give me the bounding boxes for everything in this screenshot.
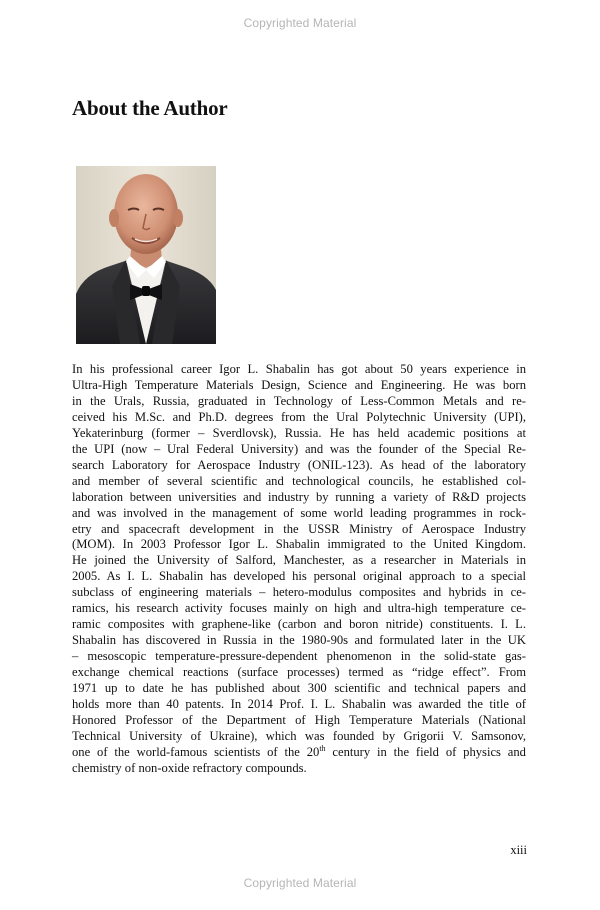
bio-line: exchange chemical reactions (surface processes) termed as “ridge effect”. From (72, 665, 526, 680)
bio-line: etry and spacecraft development in the USSR Ministry of Aerospace Industry (72, 521, 526, 536)
bio-line: Ultra-High Temperature Materials Design, Science and Engineering. He was born (72, 377, 526, 392)
bio-line: 1971 up to date he has published about 300 scientific and technical papers and (72, 681, 526, 696)
page-number: xiii (510, 843, 527, 857)
bio-line: (MOM). In 2003 Professor Igor L. Shabalin immigrated to the United Kingdom. (72, 537, 526, 552)
bio-line: search Laboratory for Aerospace Industry (ONIL-123). As head of the laboratory (72, 457, 526, 472)
page-title: About the Author (72, 96, 228, 120)
copyright-watermark-bottom: Copyrighted Material (243, 876, 357, 890)
bio-line: 2005. As I. L. Shabalin has developed his personal original approach to a special (72, 569, 526, 584)
copyright-watermark-top: Copyrighted Material (243, 16, 357, 30)
bio-line: ramic composites with graphene-like (carbon and boron nitride) constituents. I. L. (72, 617, 526, 632)
bio-line: Honored Professor of the Department of High Temperature Materials (National (72, 712, 526, 727)
bio-line: ceived his M.Sc. and Ph.D. degrees from the Ural Polytechnic University (UPI), (72, 409, 526, 424)
bio-line: and was involved in the management of some world leading programmes in rock- (72, 505, 526, 520)
author-biography (72, 362, 526, 777)
bio-line: holds more than 40 patents. In 2014 Prof. I. L. Shabalin was awarded the title of (72, 697, 526, 712)
bio-line: Yekaterinburg (former – Sverdlovsk), Russia. He has held academic positions at (72, 425, 526, 440)
bio-line: and member of several scientific and technological councils, he established col- (72, 473, 526, 488)
superscript-ordinal: th (319, 743, 326, 753)
bio-line: ramics, his research activity focuses mainly on high and ultra-high temperature ce- (72, 601, 526, 616)
bio-line: Shabalin has discovered in Russia in the 1980-90s and formulated later in the UK (72, 633, 526, 648)
bio-text-fragment: one of the world-famous scientists of the 20 (72, 744, 320, 759)
bio-line: In his professional career Igor L. Shabalin has got about 50 years experience in (72, 362, 526, 376)
bio-line: subclass of engineering materials – hetero-modulus composites and hybrids in ce- (72, 585, 526, 600)
bio-line: laboration between universities and industry by running a variety of R&D projects (72, 489, 526, 504)
author-portrait-photo (76, 166, 216, 344)
bio-line: in the Urals, Russia, graduated in Technology of Less-Common Metals and re- (72, 393, 526, 408)
bio-line: the UPI (now – Ural Federal University) and was the founder of the Special Re- (72, 441, 526, 456)
bio-line: Technical University of Ukraine), which was founded by Grigorii V. Samsonov, (72, 728, 526, 743)
bio-text-fragment: century in the field of physics and (325, 744, 526, 759)
bio-line-with-superscript (72, 745, 526, 761)
bio-line: He joined the University of Salford, Manchester, as a researcher in Materials in (72, 553, 526, 568)
bio-line: – mesoscopic temperature-pressure-dependent phenomenon in the solid-state gas- (72, 649, 526, 664)
bio-line: chemistry of non-oxide refractory compounds. (72, 760, 307, 775)
